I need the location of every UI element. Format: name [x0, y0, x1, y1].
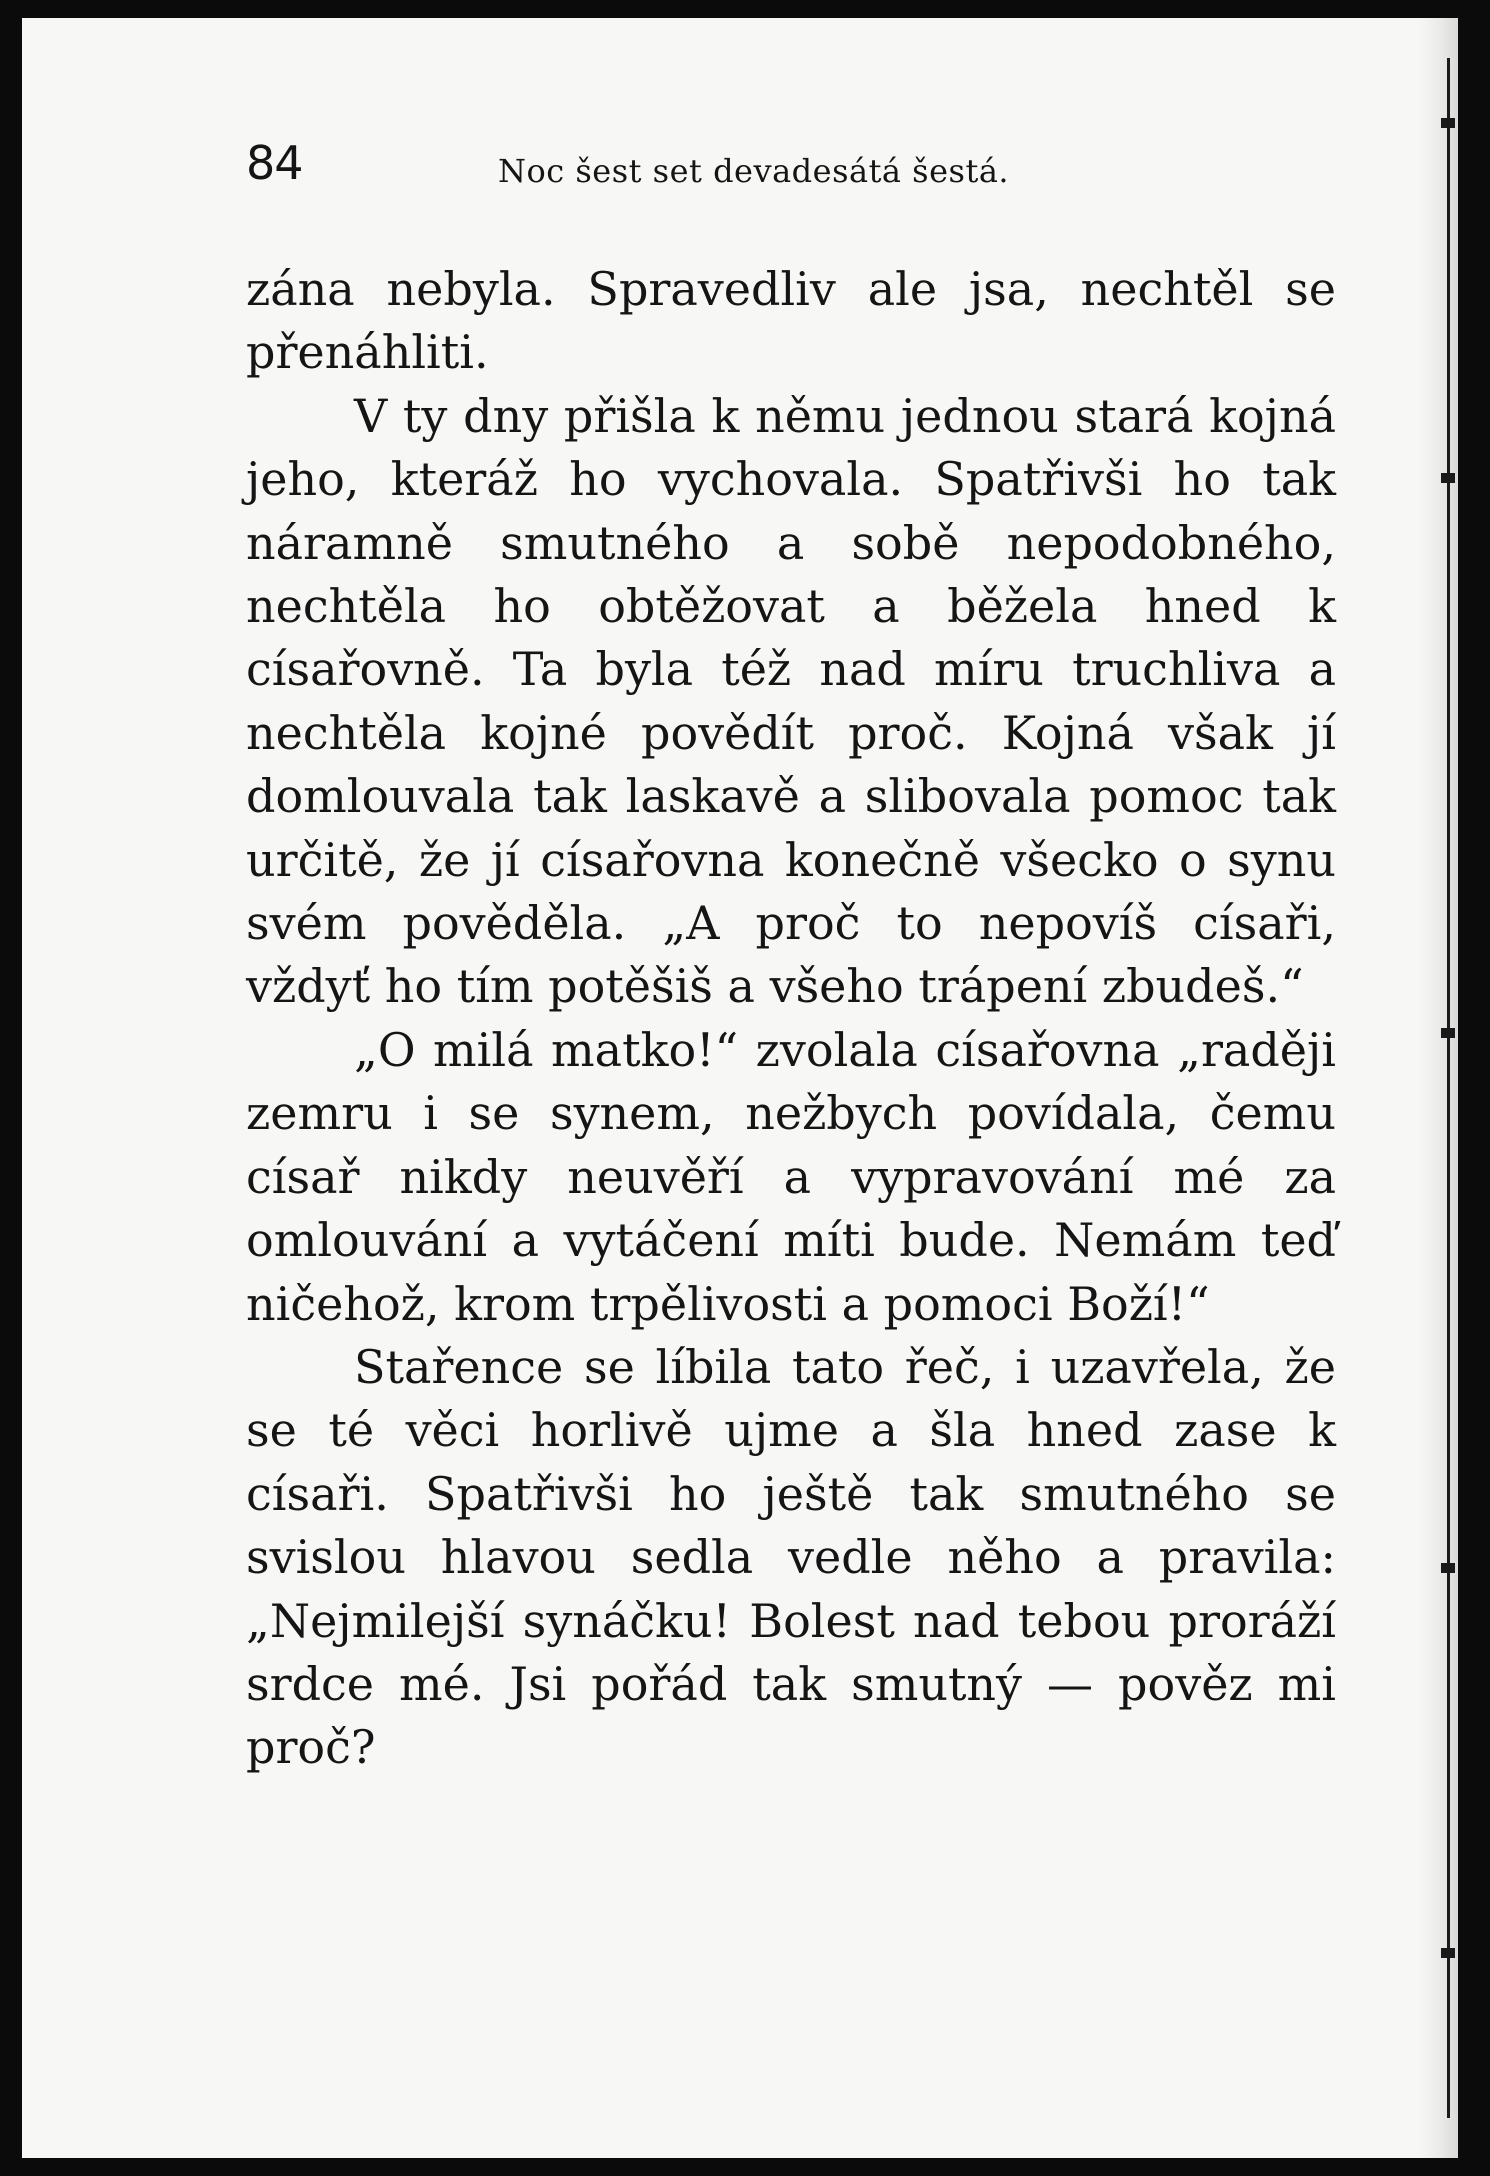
- page-edge-mark: [1441, 118, 1455, 128]
- paragraph: V ty dny přišla k němu jednou stará kojná jeho, kteráž ho vychovala. Spatřivši ho tak náramně smutného a sobě nepodobného, nechtěla ho obtěžovat a běžela hned k císařovně. Ta byla též nad míru truchliva a nechtěla kojné povědít proč. Kojná však jí domlouvala tak laskavě a slibovala pomoc tak určitě, že jí císařovna konečně všecko o synu svém pověděla. „A proč to nepovíš císaři, vždyť ho tím potěšiš a všeho trápení zbudeš.“: [246, 388, 1336, 1014]
- paragraph: Stařence se líbila tato řeč, i uzavřela, že se té věci horlivě ujme a šla hned zase k císaři. Spatřivši ho ještě tak smutného se svislou hlavou sedla vedle něho a pravila: „Nejmilejší synáčku! Bolest nad tebou proráží srdce mé. Jsi pořád tak smutný — pověz mi proč?: [246, 1339, 1336, 1775]
- body-text: [246, 258, 1336, 1780]
- page-edge-mark: [1441, 1563, 1455, 1573]
- page-edge-mark: [1441, 473, 1455, 483]
- running-head: Noc šest set devadesátá šestá.: [498, 152, 1010, 190]
- page-edge-mark: [1441, 1028, 1455, 1038]
- paragraph: zána nebyla. Spravedliv ale jsa, nechtěl se přenáhliti.: [246, 262, 1336, 380]
- book-page: [22, 18, 1458, 2158]
- page-number: 84: [246, 136, 303, 190]
- page-edge-mark: [1441, 1948, 1455, 1958]
- page-header: [246, 136, 1336, 206]
- page-gutter-shadow: [1418, 18, 1458, 2158]
- paragraph: „O milá matko!“ zvolala císařovna „raději zemru i se synem, nežbych povídala, čemu císař nikdy neuvěří a vypravování mé za omlouvání a vytáčení míti bude. Nemám teď ničehož, krom trpělivosti a pomoci Boží!“: [246, 1022, 1336, 1331]
- page-edge-line: [1447, 58, 1450, 2118]
